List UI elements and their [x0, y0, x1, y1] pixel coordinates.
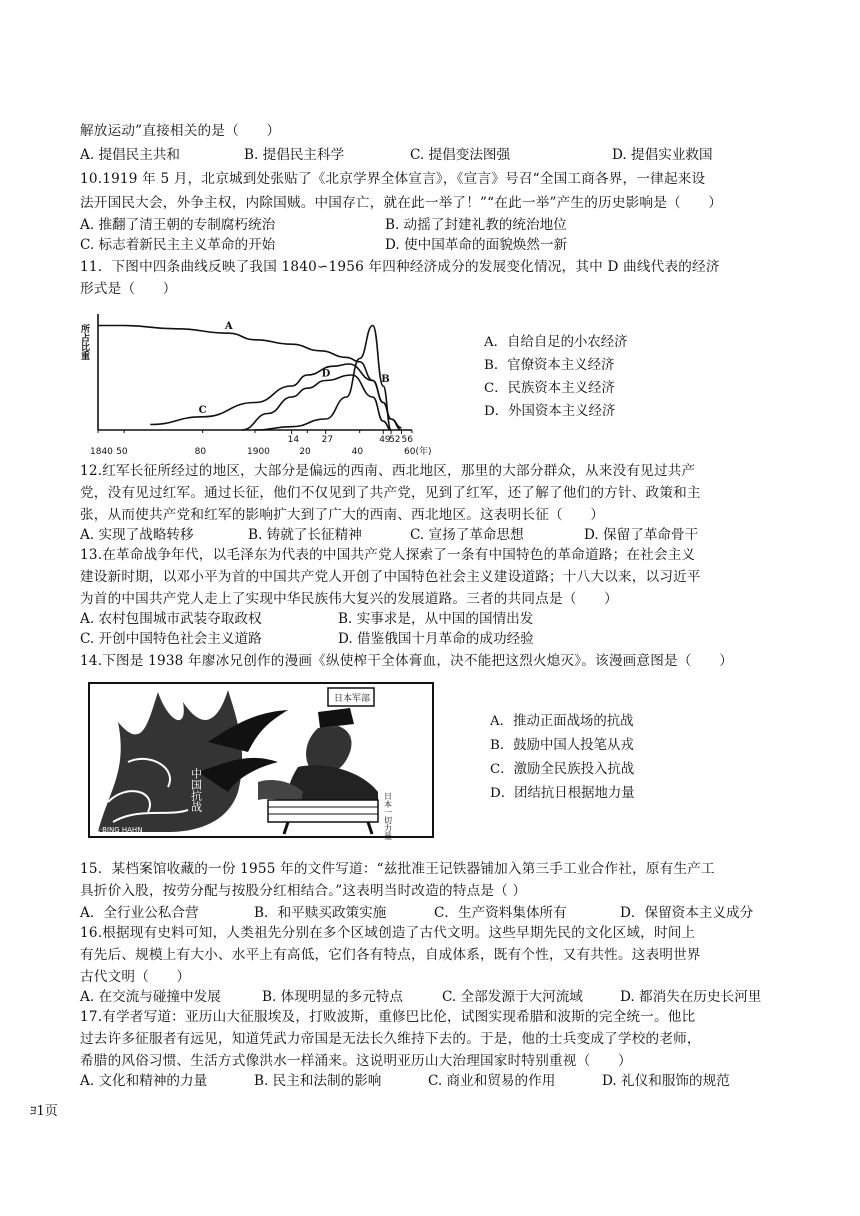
- q9-option-d: D. 提倡实业救国: [612, 147, 713, 163]
- q10-option-b: B. 动摇了封建礼教的统治地位: [385, 217, 567, 233]
- x-tick-label: 40: [351, 447, 364, 457]
- q12-option-d: D. 保留了革命骨干: [584, 527, 699, 543]
- x-tick-label: 80: [194, 447, 207, 457]
- x-tick-label: 1900: [247, 447, 270, 457]
- q17-option-a: A. 文化和精神的力量: [80, 1073, 208, 1089]
- x-tick-label: 20: [299, 447, 311, 457]
- series-label-B: B: [381, 374, 390, 385]
- q14-option-c: C．激励全民族投入抗战: [490, 762, 635, 777]
- cartoon-hat-text: 日本军部: [334, 694, 371, 704]
- q16-stem-line2: 有先后、规模上有大小、水平上有高低，它们各有特点，自成体系，既有个性，又有共性。这表明世界: [80, 947, 701, 963]
- q16-option-a: A. 在交流与碰撞中发展: [80, 989, 221, 1005]
- q12-option-c: C. 宣扬了革命思想: [410, 527, 524, 543]
- q17-stem-line2: 过去许多征服者有远见，知道凭武力帝国是无法长久维持下去的。于是，他的士兵变成了学校的老师，: [80, 1031, 701, 1047]
- q10-option-a: A. 推翻了清王朝的专制腐朽统治: [80, 217, 276, 233]
- q15-stem-line2: 具折价入股，按劳分配与按股分红相结合。”这表明当时改造的特点是（ ）: [80, 883, 527, 899]
- series-label-D: D: [321, 368, 331, 380]
- q11-option-a: A．自给自足的小农经济: [484, 335, 628, 350]
- q12-option-b: B. 铸就了长征精神: [248, 527, 362, 543]
- q17-stem-line1: 17.有学者写道：亚历山大征服埃及，打败波斯，重修巴比伦，试图实现希腊和波斯的完全统一。他比: [80, 1009, 696, 1025]
- q13-option-d: D. 借鉴俄国十月革命的成功经验: [338, 631, 534, 647]
- cartoon-signature: L·BING HAHN: [96, 826, 143, 834]
- q12-stem-line3: 张，从而使共产党和红军的影响扩大到了广大的西南、西北地区。这表明长征（ ）: [80, 507, 605, 523]
- q16-option-c: C. 全部发源于大河流域: [442, 989, 583, 1005]
- q10-stem-line2: 法开国民大会，外争主权，内除国贼。中国存亡，就在此一举了！”“在此一举”产生的历史影响是（ ）: [80, 195, 723, 211]
- q12-stem-line2: 党，没有见过红军。通过长征，他们不仅见到了共产党，见到了红军，还了解了他们的方针、政策和主: [80, 485, 701, 501]
- q16-stem-line1: 16.根据现有史料可知，人类祖先分别在多个区域创造了古代文明。这些早期先民的文化区域，时间上: [80, 925, 696, 941]
- q10-option-d: D. 使中国革命的面貌焕然一新: [385, 237, 568, 253]
- q17-stem-line3: 希腊的风俗习惯、生活方式像洪水一样涌来。这说明亚历山大治理国家时特别重视（ ）: [80, 1053, 632, 1069]
- cartoon-illustration: [88, 682, 434, 838]
- x-tick-label-upper: 14: [287, 435, 300, 445]
- q17-option-b: B. 民主和法制的影响: [254, 1073, 382, 1089]
- q9-option-c: C. 提倡变法图强: [410, 147, 511, 163]
- cartoon-fire-text: 中国抗战: [189, 768, 203, 812]
- q16-option-d: D. 都消失在历史长河里: [620, 989, 762, 1005]
- q16-option-b: B. 体现明显的多元特点: [262, 989, 403, 1005]
- x-tick-label-upper: 52: [389, 435, 401, 445]
- q15-option-c: C．生产资料集体所有: [434, 905, 567, 921]
- q11-option-b: B．官僚资本主义经济: [484, 358, 615, 373]
- q15-option-b: B．和平赎买政策实施: [254, 905, 387, 921]
- q15-stem-line1: 15．某档案馆收藏的一份 1955 年的文件写道：“兹批准王记铁器铺加入第三手工业合作社，原有生产工: [80, 861, 715, 877]
- series-label-A: A: [224, 321, 233, 333]
- q13-stem-line3: 为首的中国共产党人走上了实现中华民族伟大复兴的发展道路。三者的共同点是（ ）: [80, 591, 618, 607]
- q13-stem-line1: 13.在革命战争年代，以毛泽东为代表的中国共产党人探索了一条有中国特色的革命道路；在社会主义: [80, 547, 696, 563]
- q10-stem-line1: 10.1919 年 5 月，北京城到处张贴了《北京学界全体宣言》，《宣言》号召“全国工商各界，一律起来设: [80, 171, 706, 187]
- series-line-C: [150, 364, 401, 430]
- q13-option-b: B. 实事求是，从中国的国情出发: [338, 611, 534, 627]
- q13-option-a: A. 农村包围城市武装夺取政权: [80, 611, 262, 627]
- economy-curves-chart: [78, 306, 432, 458]
- q10-option-c: C. 标志着新民主主义革命的开始: [80, 237, 276, 253]
- q12-stem-line1: 12.红军长征所经过的地区，大部分是偏远的西南、西北地区，那里的大部分群众，从来没有见过共产: [80, 463, 696, 479]
- x-tick-label: 1840: [90, 447, 113, 457]
- q14-option-b: B．鼓励中国人投笔从戎: [490, 738, 634, 753]
- q11-stem-line2: 形式是（ ）: [80, 281, 177, 297]
- q11-stem-line1: 11．下图中四条曲线反映了我国 1840∽1956 年四种经济成分的发展变化情况，其中 D 曲线代表的经济: [80, 259, 720, 275]
- q9-option-a: A. 提倡民主共和: [80, 147, 181, 163]
- q9-stem: 解放运动”直接相关的是（ ）: [80, 123, 281, 139]
- x-tick-label: 50: [116, 447, 128, 457]
- q9-option-b: B. 提倡民主科学: [244, 147, 345, 163]
- cartoon-side-text: 日本一切力量: [383, 792, 393, 840]
- x-tick-label-upper: 56: [401, 435, 413, 445]
- x-tick-label: 60(年): [404, 447, 432, 457]
- page-number: ﾖ1页: [30, 1104, 58, 1119]
- q15-option-a: A．全行业公私合营: [80, 905, 199, 921]
- x-tick-label-upper: 49: [379, 435, 391, 445]
- q12-option-a: A. 实现了战略转移: [80, 527, 194, 543]
- x-tick-label-upper: 27: [321, 435, 334, 445]
- q13-stem-line2: 建设新时期，以邓小平为首的中国共产党人开创了中国特色社会主义建设道路；十八大以来，以习近平: [80, 569, 701, 585]
- q16-stem-line3: 古代文明（ ）: [80, 969, 191, 985]
- q15-option-d: D．保留资本主义成分: [620, 905, 754, 921]
- chart-series-group: [98, 326, 402, 431]
- chart-axes: [98, 314, 412, 434]
- q14-option-d: D．团结抗日根据地力量: [490, 786, 635, 801]
- q11-option-d: D．外国资本主义经济: [484, 404, 616, 419]
- q13-option-c: C. 开创中国特色社会主义道路: [80, 631, 262, 647]
- chart-labels-group: [79, 321, 431, 457]
- series-label-C: C: [198, 404, 207, 416]
- q17-option-c: C. 商业和贸易的作用: [428, 1073, 556, 1089]
- q14-option-a: A．推动正面战场的抗战: [490, 714, 634, 729]
- q11-option-c: C．民族资本主义经济: [484, 381, 615, 396]
- y-axis-label: 所占比重: [79, 324, 89, 360]
- series-line-D: [242, 375, 391, 430]
- q17-option-d: D. 礼仪和服饰的规范: [602, 1073, 730, 1089]
- q14-stem: 14.下图是 1938 年廖冰兄创作的漫画《纵使榨干全体膏血，决不能把这烈火熄灭》。该漫画意图是（ ）: [80, 653, 733, 669]
